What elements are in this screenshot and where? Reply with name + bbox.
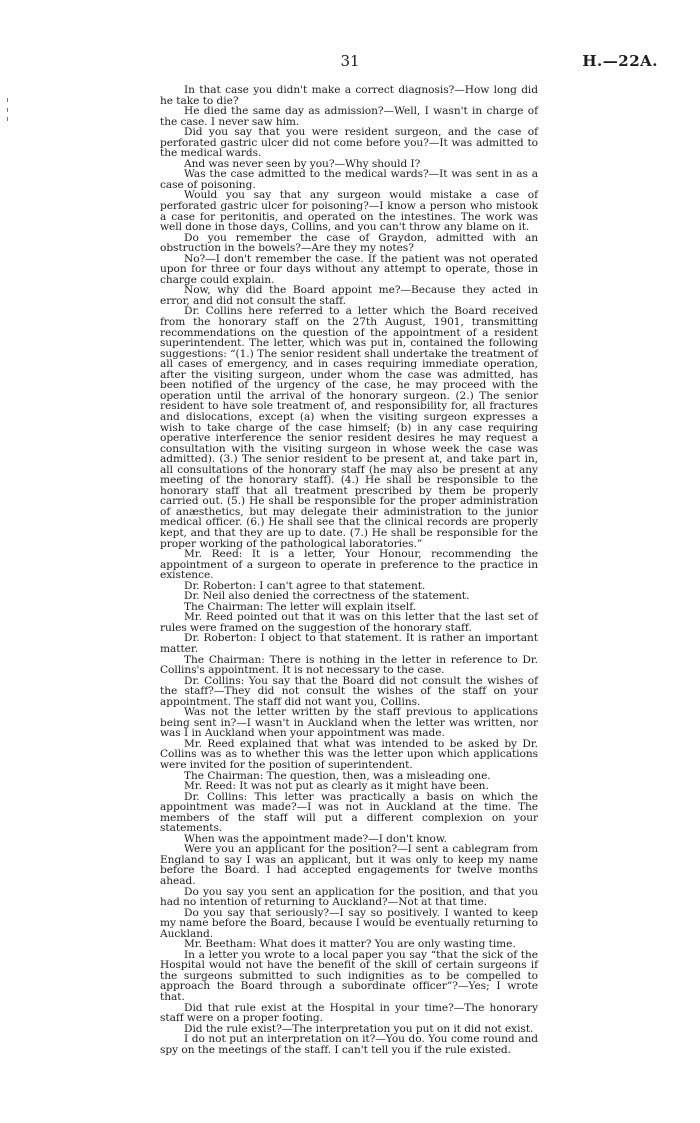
paragraph: Dr. Roberton: I can't agree to that statement. — [184, 579, 426, 592]
page-number: 31 — [340, 52, 360, 70]
paragraph: Do you remember the case of Graydon, admitted with an obstruction in the bowels?—Are they my notes? — [160, 231, 538, 255]
paragraph: Did you say that you were resident surgeon, and the case of perforated gastric ulcer did not come before you?—It was admitted to the medical wards. — [160, 126, 538, 160]
paragraph: Now, why did the Board appoint me?—Because they acted in error, and did not consult the staff. — [160, 284, 538, 307]
paragraph: Was not the letter written by the staff previous to applications being sent in?—I wasn't in Auckland when the letter was written, nor was I in Auckland when your appointment was made. — [160, 706, 538, 740]
paragraph: The Chairman: There is nothing in the letter in reference to Dr. Collins's appointment. It is not necessary to the case. — [160, 653, 538, 677]
series-code: H.—22A. — [582, 52, 658, 70]
paragraph: Mr. Reed: It is a letter, Your Honour, recommending the appointment of a surgeon to operate in preference to the practice in existence. — [160, 548, 538, 582]
page-header — [0, 52, 700, 74]
paragraph: And was never seen by you?—Why should I? — [184, 157, 421, 170]
paragraph: In a letter you wrote to a local paper you say “that the sick of the Hospital would not have the benefit of the skill of certain surgeons if the surgeons submitted to such indignities as to be compelled to approach the Board through a subordinate officer”?—Yes; I wrote that. — [160, 948, 538, 1004]
paragraph: Dr. Collins here referred to a letter which the Board received from the honorary staff on the 27th August, 1901, transmitting recommendations on the question of the appointment of a resident superintendent. The letter, which was put in, contained the following suggestions: “(1.) The senior resident shall undertake the treatment of all cases of emergency, and in cases requiring immediate operation, after the visiting surgeon, under whom the case was admitted, has been notified of the urgency of the case, he may proceed with the operation until the arrival of the honorary surgeon. (2.) The senior resident to have sole treatment of, and responsibility for, all fractures and dislocations, except (a) when the visiting surgeon expresses a wish to take charge of the case himself; (b) in any case requiring operative interference the senior resident desires he may request a consultation with the visiting surgeon in whose week the case was admitted). (3.) The senior resident to be present at, and take part in, all consultations of the honorary staff (he may also be present at any meeting of the honorary staff). (4.) He shall be responsible to the honorary staff that all treatment prescribed by them be properly carried out. (5.) He shall be responsible for the proper administration of anæsthetics, but may delegate their administration to the junior medical officer. (6.) He shall see that the clinical records are properly kept, and that they are up to date. (7.) He shall be responsible for the proper working of the pathological laboratories.” — [160, 305, 538, 550]
paragraph: He died the same day as admission?—Well, I wasn't in charge of the case. I never saw him. — [160, 105, 538, 128]
paragraph: Mr. Reed pointed out that it was on this letter that the last set of rules were framed on the suggestion of the honorary staff. — [160, 611, 538, 634]
paragraph: Was the case admitted to the medical wards?—It was sent in as a case of poisoning. — [160, 168, 538, 191]
paragraph: Do you say you sent an application for the position, and that you had no intention of returning to Auckland?—Not at that time. — [160, 885, 538, 909]
paragraph: Would you say that any surgeon would mistake a case of perforated gastric ulcer for poisoning?—I know a person who mistook a case for peritonitis, and operated on the intestines. The work was well done in those days, Collins, and you can't throw any blame on it. — [160, 189, 538, 234]
paragraph: The Chairman: The question, then, was a misleading one. — [184, 769, 491, 782]
paragraph: Did the rule exist?—The interpretation you put on it did not exist. — [184, 1022, 534, 1035]
paragraph: Dr. Neil also denied the correctness of the statement. — [184, 590, 470, 603]
paragraph: When was the appointment made?—I don't know. — [184, 832, 447, 845]
margin-mark — [7, 108, 8, 112]
paragraph: In that case you didn't make a correct diagnosis?—How long did he take to die? — [160, 84, 538, 107]
paragraph: Were you an applicant for the position?—I sent a cablegram from England to say I was an applicant, but it was only to keep my name before the Board. I had accepted engagements for twelve months ahead. — [160, 843, 538, 888]
paragraph: Mr. Beetham: What does it matter? You are only wasting time. — [184, 938, 516, 951]
paragraph: Did that rule exist at the Hospital in your time?—The honorary staff were on a proper footing. — [160, 1001, 538, 1025]
paragraph: The Chairman: The letter will explain itself. — [184, 600, 417, 613]
margin-mark — [7, 98, 8, 102]
paragraph: I do not put an interpretation on it?—You do. You come round and spy on the meetings of the staff. I can't tell you if the rule existed. — [160, 1033, 538, 1056]
paragraph: Do you say that seriously?—I say so positively. I wanted to keep my name before the Board, because I would be eventually returning to Auckland. — [160, 906, 538, 940]
body-text — [160, 85, 538, 1055]
paragraph: Dr. Collins: This letter was practically a basis on which the appointment was made?—I was not in Auckland at the time. The members of the staff will put a different complexion on your statements. — [160, 790, 538, 835]
margin-mark — [7, 117, 8, 121]
paragraph: Dr. Collins: You say that the Board did not consult the wishes of the staff?—They did not consult the wishes of the staff on your appointment. The staff did not want you, Collins. — [160, 674, 538, 708]
paragraph: No?—I don't remember the case. If the patient was not operated upon for three or four days without any attempt to operate, those in charge could explain. — [160, 252, 538, 286]
paragraph: Dr. Roberton: I object to that statement. It is rather an important matter. — [160, 632, 538, 655]
paragraph: Mr. Reed explained that what was intended to be asked by Dr. Collins was as to whether this was the letter upon which applications were invited for the position of superintendent. — [160, 737, 538, 771]
paragraph: Mr. Reed: It was not put as clearly as it might have been. — [184, 780, 489, 793]
